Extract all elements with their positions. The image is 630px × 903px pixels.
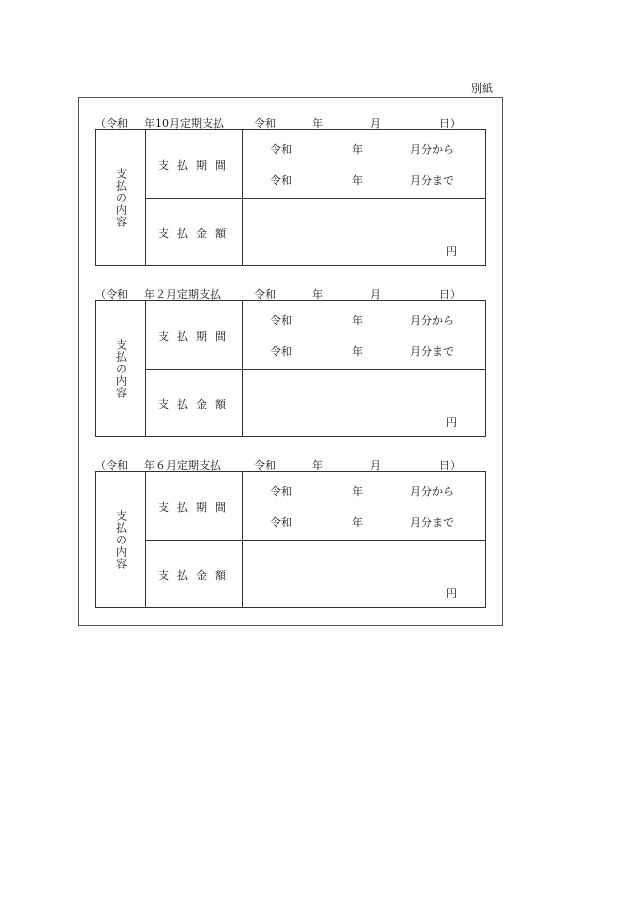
- currency-unit: 円: [446, 245, 457, 258]
- section-heading: [95, 286, 475, 300]
- heading-year: 年: [312, 459, 323, 472]
- heading-year: 年: [312, 117, 323, 130]
- section-heading: [95, 457, 475, 471]
- from-era: 令和: [270, 314, 292, 327]
- from-year: 年: [352, 485, 363, 498]
- from-suffix: 月分から: [410, 485, 454, 498]
- amount-label: 支払金額: [158, 398, 234, 411]
- to-suffix: 月分まで: [410, 174, 454, 187]
- heading-day: 日）: [439, 459, 461, 472]
- period-label: 支払期間: [158, 330, 234, 343]
- heading-day: 日）: [439, 117, 461, 130]
- to-era: 令和: [270, 516, 292, 529]
- attachment-label: 別紙: [471, 82, 493, 95]
- heading-term: 年２月定期支払: [144, 288, 221, 301]
- side-label: 支払の内容: [114, 338, 128, 399]
- currency-unit: 円: [446, 587, 457, 600]
- to-year: 年: [352, 174, 363, 187]
- heading-era: 令和: [254, 117, 276, 130]
- to-era: 令和: [270, 345, 292, 358]
- payment-table: [95, 300, 486, 437]
- currency-unit: 円: [446, 416, 457, 429]
- amount-label: 支払金額: [158, 569, 234, 582]
- document-frame: [78, 97, 503, 626]
- side-label: 支払の内容: [114, 509, 128, 570]
- to-era: 令和: [270, 174, 292, 187]
- to-year: 年: [352, 516, 363, 529]
- to-year: 年: [352, 345, 363, 358]
- heading-term: 年６月定期支払: [144, 459, 221, 472]
- from-year: 年: [352, 314, 363, 327]
- section-heading: [95, 115, 475, 129]
- to-suffix: 月分まで: [410, 516, 454, 529]
- from-suffix: 月分から: [410, 143, 454, 156]
- from-suffix: 月分から: [410, 314, 454, 327]
- payment-table: [95, 471, 486, 608]
- heading-day: 日）: [439, 288, 461, 301]
- from-era: 令和: [270, 485, 292, 498]
- heading-open: （令和: [95, 288, 128, 301]
- payment-table: [95, 129, 486, 266]
- side-label: 支払の内容: [114, 167, 128, 228]
- heading-month: 月: [370, 288, 381, 301]
- from-era: 令和: [270, 143, 292, 156]
- heading-month: 月: [370, 117, 381, 130]
- heading-year: 年: [312, 288, 323, 301]
- heading-era: 令和: [254, 459, 276, 472]
- period-label: 支払期間: [158, 501, 234, 514]
- period-label: 支払期間: [158, 159, 234, 172]
- heading-term: 年10月定期支払: [144, 117, 224, 130]
- from-year: 年: [352, 143, 363, 156]
- heading-open: （令和: [95, 459, 128, 472]
- heading-era: 令和: [254, 288, 276, 301]
- to-suffix: 月分まで: [410, 345, 454, 358]
- heading-month: 月: [370, 459, 381, 472]
- heading-open: （令和: [95, 117, 128, 130]
- amount-label: 支払金額: [158, 227, 234, 240]
